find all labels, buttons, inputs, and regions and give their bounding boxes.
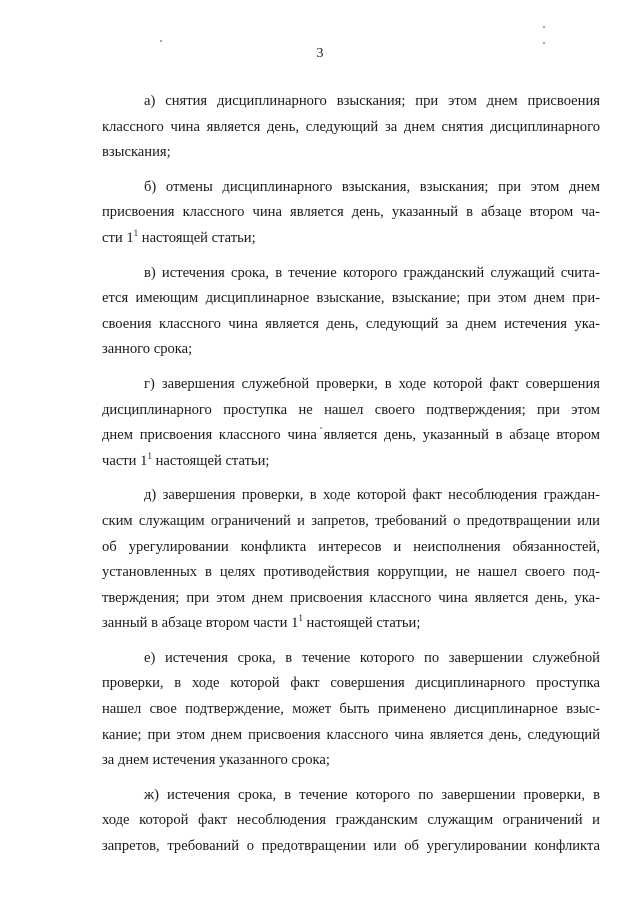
text-run: настоящей статьи; (138, 229, 256, 246)
page-number: 3 (316, 46, 324, 61)
text-run: занный в абзаце втором части 1 (102, 615, 299, 632)
text-line: классного чина является день, следующий за днем снятия дисциплинарного (102, 118, 600, 135)
text-line: д) завершения проверки, в ходе которой факт несоблюдения граждан- (144, 487, 600, 504)
superscript: 1 (147, 450, 152, 461)
text-run: части 1 (102, 452, 148, 469)
text-line: б) отмены дисциплинарного взыскания, взыскания; при этом днем (144, 178, 600, 195)
text-line: кание; при этом днем присвоения классного чина является день, следующий (102, 726, 600, 743)
text-line: ется имеющим дисциплинарное взыскание, взыскание; при этом днем при- (102, 290, 600, 307)
text-line: а) снятия дисциплинарного взыскания; при этом днем присвоения (144, 93, 600, 109)
text-line: нашел свое подтверждение, может быть применено дисциплинарное взыс- (102, 701, 600, 718)
superscript: 1 (298, 613, 303, 624)
text-line: е) истечения срока, в течение которого по завершении служебной (144, 649, 600, 666)
text-line (102, 226, 600, 252)
text-line: дисциплинарного проступка не нашел своего подтверждения; при этом (102, 401, 600, 418)
scan-speck (543, 26, 545, 28)
text-line (102, 611, 600, 637)
text-line: за днем истечения указанного срока; (102, 752, 330, 769)
paragraph-b (102, 175, 600, 252)
paragraph-a (102, 89, 600, 166)
text-line: проверки, в ходе которой факт совершения дисциплинарного проступка (102, 675, 600, 692)
text-line: г) завершения служебной проверки, в ходе которой факт совершения (144, 375, 600, 392)
scan-speck (543, 42, 545, 44)
paragraph-g (102, 372, 600, 474)
text-line: об урегулировании конфликта интересов и неисполнения обязанностей, (102, 538, 600, 555)
paragraph-e (102, 646, 600, 774)
text-line: своения классного чина является день, следующий за днем истечения ука- (102, 315, 600, 332)
text-run: настоящей статьи; (151, 452, 270, 469)
text-run: настоящей статьи; (302, 615, 421, 632)
paragraph-d (102, 483, 600, 637)
text-line: установленных в целях противодействия коррупции, не нашел своего под- (102, 564, 600, 581)
text-line: ходе которой факт несоблюдения гражданским служащим ограничений и (102, 812, 600, 829)
document-body (102, 89, 600, 869)
text-line: в) истечения срока, в течение которого гражданский служащий счита- (144, 264, 600, 281)
text-line: запретов, требований о предотвращении или об урегулировании конфликта (102, 838, 600, 855)
text-run: сти 1 (102, 229, 134, 246)
text-line: ским служащим ограничений и запретов, требований о предотвращении или (102, 512, 600, 529)
text-line (102, 449, 600, 475)
superscript: 1 (133, 227, 139, 238)
text-line: тверждения; при этом днем присвоения классного чина является день, ука- (102, 589, 600, 606)
text-line: взыскания; (102, 144, 171, 161)
text-line: днем присвоения классного чина является день, указанный в абзаце втором (102, 427, 600, 444)
text-line: ж) истечения срока, в течение которого по завершении проверки, в (144, 786, 600, 803)
paragraph-zh (102, 783, 600, 860)
scan-speck (160, 40, 162, 42)
text-line: занного срока; (102, 341, 193, 358)
text-line: присвоения классного чина является день, указанный в абзаце втором ча- (102, 204, 600, 221)
paragraph-v (102, 261, 600, 363)
